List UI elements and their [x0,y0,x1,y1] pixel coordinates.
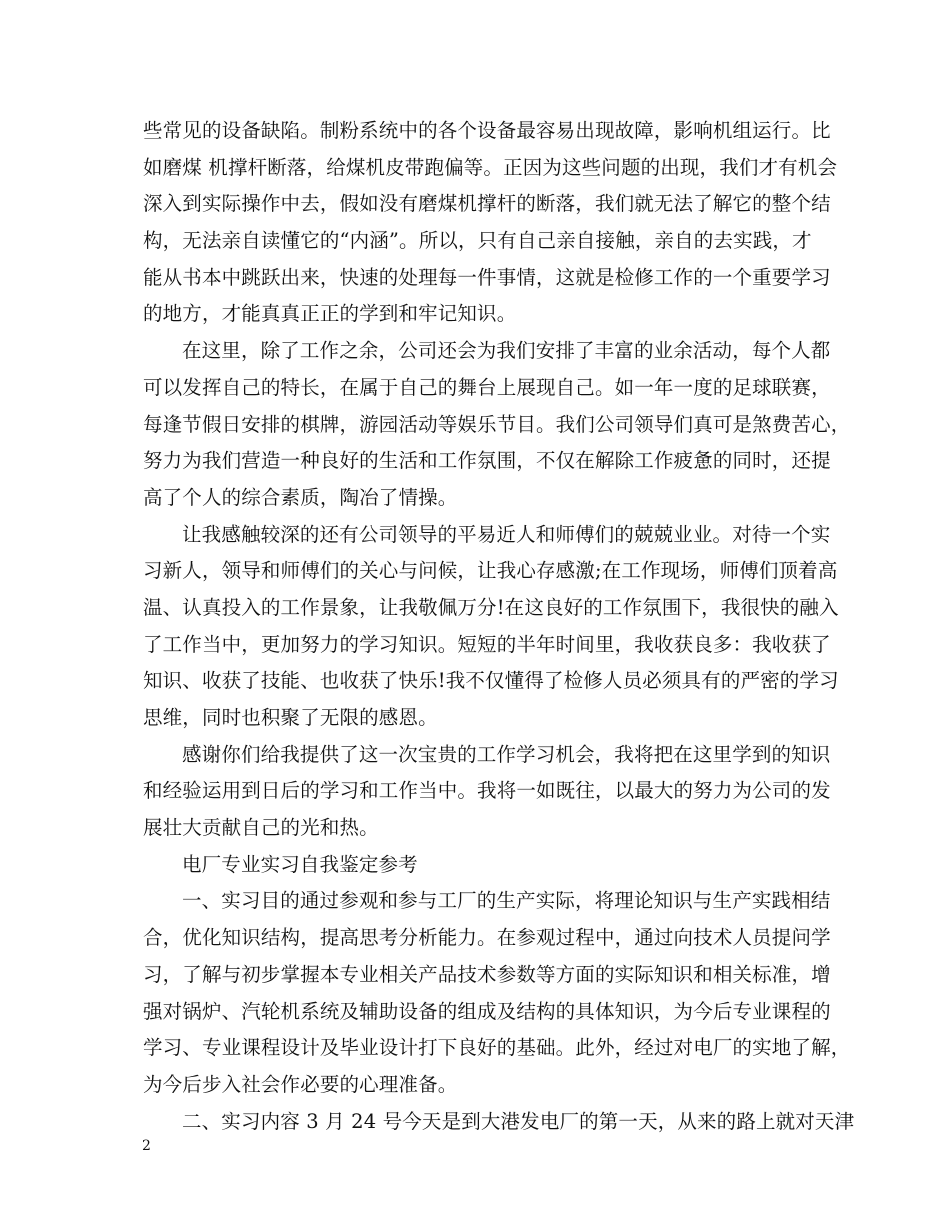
paragraph-first-line: 感谢你们给我提供了这一次宝贵的工作学习机会，我将把在这里学到的知识 [182,742,831,766]
text-line: 知识、收获了技能、也收获了快乐!我不仅懂得了检修人员必须具有的严密的学习 [143,669,839,693]
paragraph-first-line: 二、实习内容 3 月 24 号今天是到大港发电厂的第一天，从来的路上就对天津 [182,1109,855,1133]
text-line: 和经验运用到日后的学习和工作当中。我将一如既往，以最大的努力为公司的发 [143,779,831,803]
text-line: 习，了解与初步掌握本专业相关产品技术参数等方面的实际知识和相关标准，增 [143,962,831,986]
text-line: 能从书本中跳跃出来，快速的处理每一件事情，这就是检修工作的一个重要学习 [143,265,831,289]
text-line: 高了个人的综合素质，陶冶了情操。 [143,485,458,509]
paragraph-first-line: 一、实习目的通过参观和参与工厂的生产实际，将理论知识与生产实践相结 [182,889,831,913]
text-line: 合，优化知识结构，提高思考分析能力。在参观过程中，通过向技术人员提问学 [143,926,831,950]
page-number: 2 [142,1138,151,1154]
section-heading: 电厂专业实习自我鉴定参考 [182,852,418,876]
document-body [143,113,855,1140]
text-line: 每逢节假日安排的棋牌，游园活动等娱乐节目。我们公司领导们真可是煞费苦心， [143,412,851,436]
text-line: 可以发挥自己的特长，在属于自己的舞台上展现自己。如一年一度的足球联赛， [143,375,831,399]
text-line: 些常见的设备缺陷。制粉系统中的各个设备最容易出现故障，影响机组运行。比 [143,119,831,142]
text-line: 思维，同时也积聚了无限的感恩。 [143,706,438,729]
text-line: 强对锅炉、汽轮机系统及辅助设备的组成及结构的具体知识，为今后专业课程的 [143,999,831,1023]
text-line: 学习、专业课程设计及毕业设计打下良好的基础。此外，经过对电厂的实地了解， [143,1036,851,1060]
paragraph-first-line: 在这里，除了工作之余，公司还会为我们安排了丰富的业余活动，每个人都 [182,339,831,363]
text-line: 构，无法亲自读懂它的“内涵”。所以，只有自己亲自接触，亲自的去实践，才 [143,229,812,253]
text-line: 温、认真投入的工作景象，让我敬佩万分!在这良好的工作氛围下，我很快的融入 [143,595,839,619]
text-line: 深入到实际操作中去，假如没有磨煤机撑杆的断落，我们就无法了解它的整个结 [143,192,831,216]
text-line: 如磨煤 机撑杆断落，给煤机皮带跑偏等。正因为这些问题的出现，我们才有机会 [143,155,838,179]
text-line: 的地方，才能真真正正的学到和牢记知识。 [143,302,517,326]
text-line: 了工作当中，更加努力的学习知识。短短的半年时间里，我收获良多：我收获了 [143,632,831,656]
text-line: 展壮大贡献自己的光和热。 [143,816,379,840]
text-line: 习新人，领导和师傅们的关心与问候，让我心存感激;在工作现场，师傅们顶着高 [143,559,838,583]
text-line: 努力为我们营造一种良好的生活和工作氛围，不仅在解除工作疲惫的同时，还提 [143,449,831,473]
paragraph-first-line: 让我感触较深的还有公司领导的平易近人和师傅们的兢兢业业。对待一个实 [182,522,831,546]
text-line: 为今后步入社会作必要的心理准备。 [143,1072,458,1096]
